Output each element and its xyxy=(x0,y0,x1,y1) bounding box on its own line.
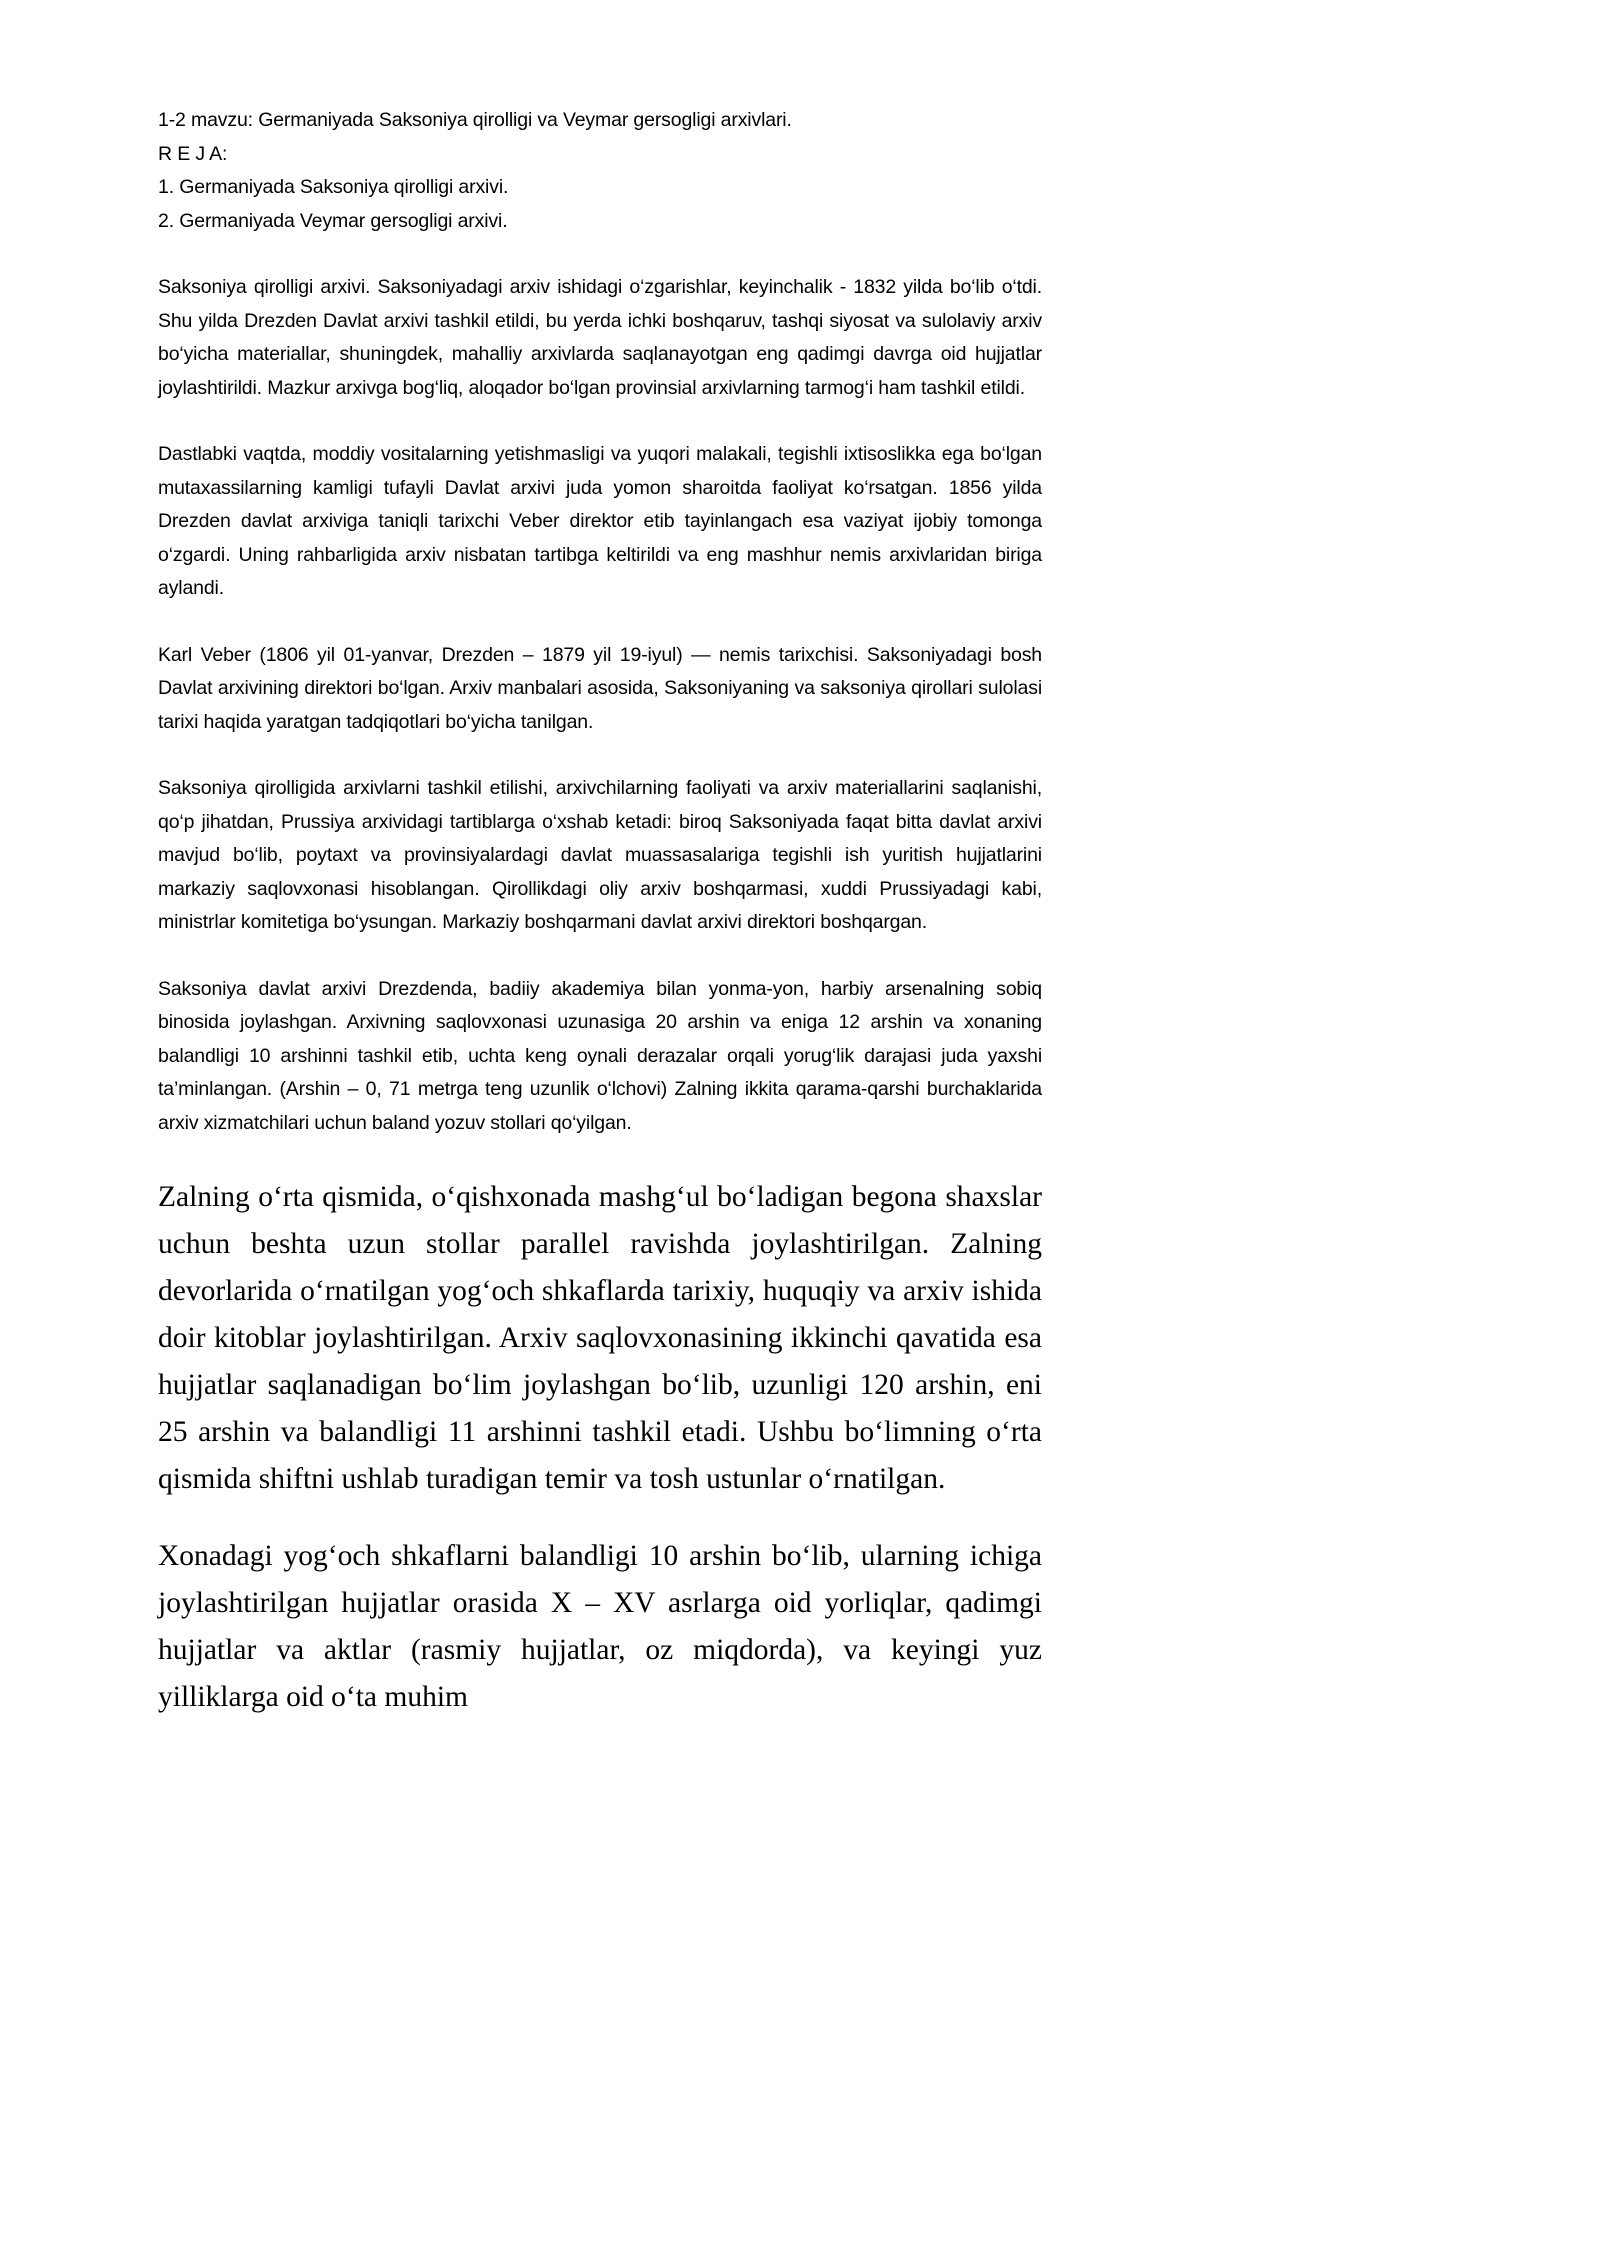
paragraph-davlat-arxivi-drezdenda: Saksoniya davlat arxivi Drezdenda, badiiy akademiya bilan yonma-yon, harbiy arsenalning sobiq binosida joylashgan. Arxivning saqlovxonasi uzunasiga 20 arshin va eniga 12 arshin va xonaning balandligi 10 arshinni tashkil etib, uchta keng oynali derazalar orqali yorug‘lik darajasi juda yaxshi ta’minlangan. (Arshin – 0, 71 metrga teng uzunlik o‘lchovi) Zalning ikkita qarama-qarshi burchaklarida arxiv xizmatchilari uchun baland yozuv stollari qo‘yilgan. xyxy=(158,977,1048,1134)
spacer xyxy=(158,606,1042,639)
spacer xyxy=(158,405,1042,438)
spacer xyxy=(158,739,1042,772)
spacer xyxy=(158,940,1042,973)
plan-label: R E J A: xyxy=(158,142,228,165)
body-serif-section xyxy=(158,1174,1050,1721)
plan-item-2: 2. Germaniyada Veymar gersogligi arxivi. xyxy=(158,209,508,232)
spacer xyxy=(158,1140,1042,1174)
paragraph-saksoniya-qirolligi-arxivi: Saksoniya qirolligi arxivi. Saksoniyadagi arxiv ishidagi o‘zgarishlar, keyinchalik - 1832 yilda bo‘lib o‘tdi. Shu yilda Drezden Davlat arxivi tashkil etildi, bu yerda ichki boshqaruv, tashqi siyosat va sulolaviy arxiv bo‘yicha materiallar, shuningdek, mahalliy arxivlarda saqlanayotgan eng qadimgi davrga oid hujjatlar joylashtirildi. Mazkur arxivga bog‘liq, aloqador bo‘lgan provinsial arxivlarning tarmog‘i ham tashkil etildi. xyxy=(158,276,1048,399)
topic-heading: 1-2 mavzu: Germaniyada Saksoniya qirolligi va Veymar gersogligi arxivlari. xyxy=(158,109,792,131)
spacer xyxy=(158,1503,1042,1533)
paragraph-dastlabki-vaqtda: Dastlabki vaqtda, moddiy vositalarning yetishmasligi va yuqori malakali, tegishli ixtisoslikka ega bo‘lgan mutaxassilarning kamligi tufayli Davlat arxivi juda yomon sharoitda faoliyat ko‘rsatgan. 1856 yilda Drezden davlat arxiviga taniqli tarixchi Veber direktor etib tayinlangach esa vaziyat ijobiy tomonga o‘zgardi. Uning rahbarligida arxiv nisbatan tartibga keltirildi va eng mashhur nemis arxivlaridan biriga aylandi. xyxy=(158,443,1048,599)
spacer xyxy=(158,238,1042,271)
paragraph-karl-veber: Karl Veber (1806 yil 01-yanvar, Drezden – 1879 yil 19-iyul) — nemis tarixchisi. Saksoniyadagi bosh Davlat arxivining direktori bo‘lgan. Arxiv manbalari asosida, Saksoniyaning va saksoniya qirollari sulolasi tarixi haqida yaratgan tadqiqotlari bo‘yicha tanilgan. xyxy=(158,643,1048,733)
plan-item-1: 1. Germaniyada Saksoniya qirolligi arxivi. xyxy=(158,176,509,198)
body-sans-section xyxy=(158,271,1048,1140)
paragraph-arxivlarni-tashkil-etilishi: Saksoniya qirolligida arxivlarni tashkil etilishi, arxivchilarning faoliyati va arxiv materiallarini saqlanishi, qo‘p jihatdan, Prussiya arxividagi tartiblarga o‘xshab ketadi: biroq Saksoniyada faqat bitta davlat arxivi mavjud bo‘lib, poytaxt va provinsiyalardagi davlat muassasalariga tegishli ish yuritish hujjatlarini markaziy saqlovxonasi hisoblangan. Qirollikdagi oliy arxiv boshqarmasi, xuddi Prussiyadagi kabi, ministrlar komitetiga bo‘ysungan. Markaziy boshqarmani davlat arxivi direktori boshqargan. xyxy=(158,777,1048,933)
paragraph-zalning-orta-qismida: Zalning o‘rta qismida, o‘qishxonada mashg‘ul bo‘ladigan begona shaxslar uchun beshta uzun stollar parallel ravishda joylashtirilgan. Zalning devorlarida o‘rnatilgan yog‘och shkaflarda tarixiy, huquqiy va arxiv ishida doir kitoblar joylashtirilgan. Arxiv saqlovxonasining ikkinchi qavatida esa hujjatlar saqlanadigan bo‘lim joylashgan bo‘lib, uzunligi 120 arshin, eni 25 arshin va balandligi 11 arshinni tashkil etadi. Ushbu bo‘limning o‘rta qismida shiftni ushlab turadigan temir va tosh ustunlar o‘rnatilgan. xyxy=(158,1181,1050,1495)
paragraph-xonadagi-yogoch-shkaflarni: Xonadagi yog‘och shkaflarni balandligi 10 arshin bo‘lib, ularning ichiga joylashtirilgan hujjatlar orasida X – XV asrlarga oid yorliqlar, qadimgi hujjatlar va aktlar (rasmiy hujjatlar, oz miqdorda), va keyingi yuz yilliklarga oid o‘ta muhim xyxy=(158,1540,1050,1713)
heading-section xyxy=(158,104,1042,238)
document-content xyxy=(158,104,1050,1721)
